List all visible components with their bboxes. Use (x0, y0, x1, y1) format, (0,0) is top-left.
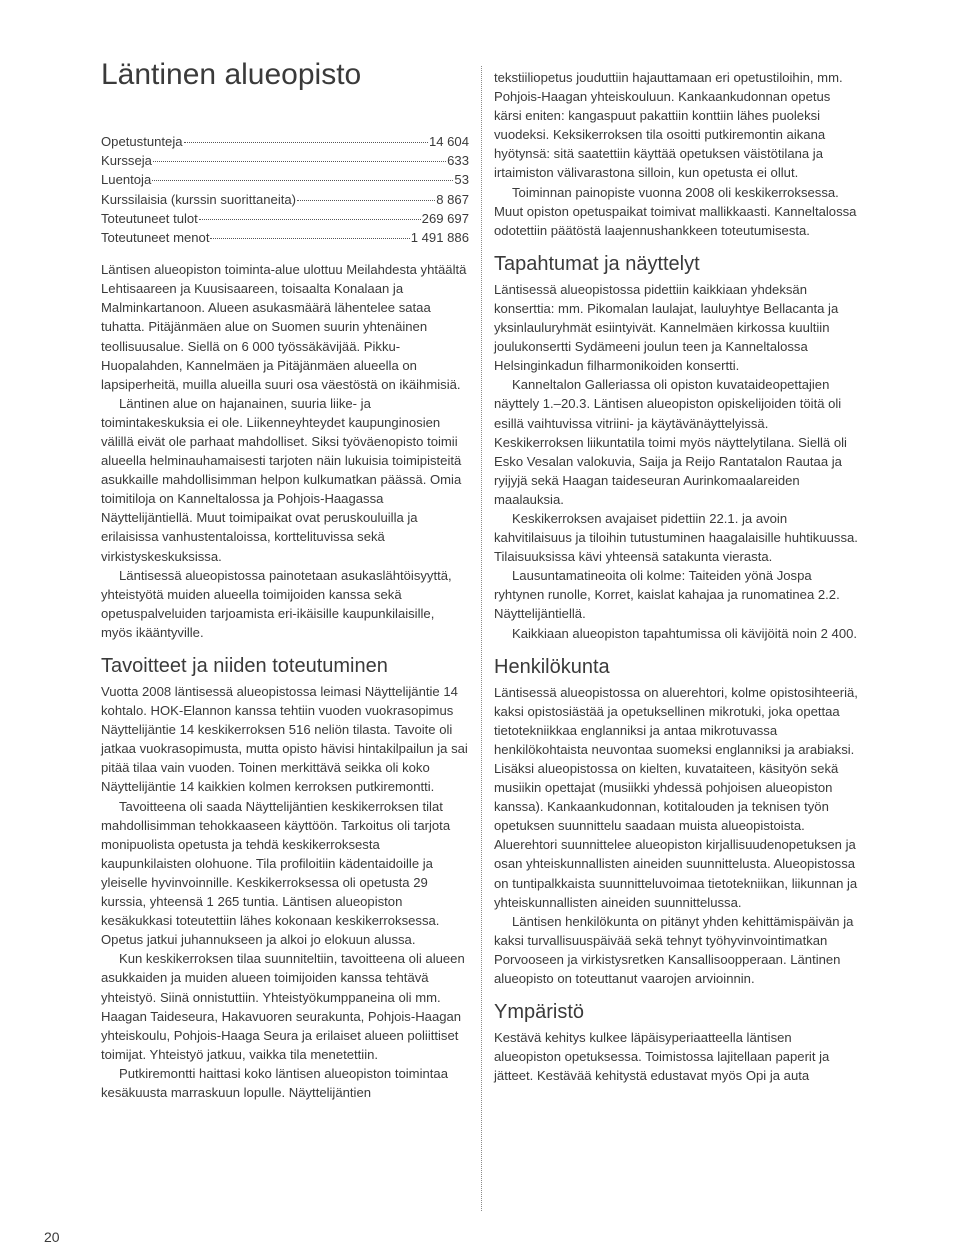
stat-value: 633 (447, 153, 469, 169)
column-divider (481, 66, 482, 1211)
stat-value: 8 867 (436, 191, 469, 207)
page-number: 20 (44, 1229, 60, 1245)
leader-dots (153, 161, 446, 162)
section-heading-environment: Ympäristö (494, 1001, 585, 1024)
body-paragraph: Lausuntamatineoita oli kolme: Taiteiden yönä Jospa ryhtynen runolle, Korret, kaislat kahajaa ja runomatinea 2.2. Näyttelijäntiellä. (494, 568, 840, 622)
body-paragraph: Läntisen henkilökunta on pitänyt yhden kehittämispäivän ja kaksi turvallisuuspäivää sekä tehnyt työhyvinvointimatkan Porvooseen ja virkistysretken Kansallisoopperaan. Läntinen alueopisto on toteuttanut vaarojen arvioinnin. (494, 913, 854, 987)
stat-value: 1 491 886 (410, 229, 469, 245)
statistics-list (101, 132, 469, 247)
body-paragraph: Kestävä kehitys kulkee läpäisyperiaatteella läntisen alueopiston opetuksessa. Toimistossa lajitellaan paperit ja jätteet. Kestävää kehitystä edustavat myös Opi ja auta (494, 1030, 830, 1084)
stat-value: 14 604 (428, 134, 469, 149)
right-column (494, 68, 860, 1085)
body-paragraph: Läntisessä alueopistossa painotetaan asukaslähtöisyyttä, yhteistyötä muiden alueella toimijoiden kanssa sekä opetuspalveluiden tarjoamista eri-ikäisille kaupunkilaisille, myös ikääntyville. (101, 567, 452, 640)
body-paragraph: Läntisen alueopiston toiminta-alue ulottuu Meilahdesta yhtäältä Lehtisaareen ja Kuusisaareen, toisaalta Konalaan ja Malminkartanoon. Alueen asukasmäärä lähentelee sataa tuhatta. Pitäjänmäen alue on Suomen suurin yhtenäinen teollisuusalue. Siellä on 6 000 työssäkävijää. Pikku-Huopalahden, Kannelmäen ja Pitäjänmäen alueella on lapsiperheitä, muilla alueilla suuri osa väestöstä on ikäihmisiä. (101, 262, 467, 392)
leader-dots (152, 180, 453, 181)
stat-label: Kurssilaisia (kurssin suorittaneita) (101, 191, 297, 207)
stat-label: Luentoja (101, 172, 152, 188)
stat-row (101, 228, 469, 247)
left-column (101, 58, 469, 1102)
body-paragraph: Kaikkiaan alueopiston tapahtumissa oli kävijöitä noin 2 400. (512, 625, 858, 641)
body-paragraph: Putkiremontti haittasi koko läntisen alueopiston toimintaa kesäkuusta marraskuun lopulle. Näyttelijäntien (101, 1065, 448, 1100)
body-paragraph: Tavoitteena oli saada Näyttelijäntien keskikerroksen tilat mahdollisimman tehokkaaseen käyttöön. Tarkoitus oli tarjota monipuolista opetusta ja tehdä keskikerroksesta kaupunkilaisten olohuone. Tila profiloitiin kädentaidoille ja yleiselle hyvinvoinnille. Keskikerroksessa oli opetusta 29 kurssia, yhteensä 1 265 tuntia. Läntisen alueopiston kesäkukkasi toteutettiin lähes kokonaan keskikerroksessa. Opetus jatkui juhannukseen ja alkoi jo elokuun alussa. (101, 798, 451, 948)
stat-label: Kursseja (101, 153, 152, 169)
leader-dots (297, 200, 435, 201)
stat-row (101, 209, 469, 228)
leader-dots (210, 238, 409, 239)
stat-label: Toteutuneet menot (101, 229, 210, 245)
stat-row (101, 151, 469, 170)
leader-dots (184, 142, 428, 143)
body-paragraph: Toiminnan painopiste vuonna 2008 oli keskikerroksessa. Muut opiston opetuspaikat toimivat mallikkaasti. Kanneltalossa odotettiin päätöstä laajennushankkeen toteutumisesta. (494, 184, 857, 238)
stat-row (101, 170, 469, 189)
stat-row (101, 190, 469, 209)
stat-value: 53 (454, 172, 469, 188)
body-paragraph: Vuotta 2008 läntisessä alueopistossa leimasi Näyttelijäntie 14 kohtalo. HOK-Elannon kanssa tehtiin vuoden vuokrasopimus Näyttelijäntie 14 keskikerroksen 516 neliön tilasta. Tavoite oli jatkaa vuokrasopimusta, mutta opisto hävisi hintakilpailun ja sai pitää tilaa vain vuoden. Toinen merkittävä seikka oli koko Näyttelijäntie 14 kaikkien kolmen kerroksen putkiremontti. (101, 684, 468, 795)
body-paragraph: Kun keskikerroksen tilaa suunniteltiin, tavoitteena oli alueen asukkaiden ja muiden alueen toimijoiden kanssa tehtävä yhteistyö. Siinä onnistuttiin. Yhteistyökumppaneina oli mm. Haagan Taideseura, Hakavuoren seurakunta, Pohjois-Haagan yhteiskoulu, Pohjois-Haaga Seura ja erilaiset alueen poliittiset toimijat. Yhteistyö jatkuu, vaikka tila menetettiin. (101, 951, 465, 1062)
stat-row (101, 132, 469, 151)
stat-label: Toteutuneet tulot (101, 210, 198, 226)
body-paragraph: Läntisessä alueopistossa on aluerehtori, kolme opistosihteeriä, kaksi opistosiästää ja opetuksellinen mikrotuki, joka opettaa tietotekniikkaa englanniksi ja antaa mikrotuvassa henkilökohtaista neuvontaa suomeksi englanniksi ja arabiaksi. Lisäksi alueopistossa on kielten, kuvataiteen, käsityön sekä musiikin opettajat (musiikki yhdessä pohjoisen alueopiston kanssa). Kankaankudonnan, kotitalouden ja teknisen työn opetuksen suunnittelu saadaan muista alueopistoista. Aluerehtori suunnittelee alueopiston kirjallisuudenopetuksen ja osan yhteiskunnallisten aineiden suunnittelusta. Alueopistossa on tuntipalkkaista suunnitteluvoimaa tietotekniikan, liikunnan ja yhteiskunnallisten aineiden suunnittelussa. (494, 684, 858, 910)
body-paragraph: tekstiiliopetus jouduttiin hajauttamaan eri opetustiloihin, mm. Pohjois-Haagan yhteiskouluun. Kankaankudonnan opetus kärsi eniten: kangaspuut pakattiin konttiin lähes puoleksi vuodeksi. Keksikerroksen tila osoitti putkiremontin aikana hyötynsä: sitä saatettiin käyttää opetuksen väistötilana ja irtaimiston välivarastona silloin, kun opetusta ei ollut. (494, 70, 843, 181)
leader-dots (199, 219, 421, 220)
body-paragraph: Kanneltalon Galleriassa oli opiston kuvataideopettajien näyttely 1.–20.3. Läntisen alueopiston opiskelijoiden töitä oli esillä vaihtuvissa vitriini- ja käytävänäyttelyissä. Keskikerroksen liikuntatila toimi myös näyttelytilana. Siellä oli Esko Vesalan valokuvia, Saija ja Reijo Rantatalon Rautaa ja ryijyjä sekä Haagan taideseuran Aurinkomaalareiden maalauksia. (494, 377, 847, 507)
stat-label: Opetustunteja (101, 134, 183, 149)
stat-value: 269 697 (421, 210, 469, 226)
section-heading-goals: Tavoitteet ja niiden toteutuminen (101, 655, 388, 677)
page-title: Läntinen alueopisto (101, 58, 362, 91)
section-heading-staff: Henkilökunta (494, 655, 610, 678)
body-paragraph: Läntisessä alueopistossa pidettiin kaikkiaan yhdeksän konserttia: mm. Pikomalan laulajat, lauluyhtye Bellacanta ja yksinlauluryhmät esiintyivät. Kannelmäen kirkossa kuultiin joulukonsertti Sydämeeni joulun teen ja Kanneltalossa Helsinginkadun filharmonikoiden konsertti. (494, 281, 839, 374)
body-paragraph: Keskikerroksen avajaiset pidettiin 22.1. ja avoin kahvitilaisuus ja tiloihin tutustuminen haagalaisille huhtikuussa. Tilaisuuksissa kävi yhteensä satakunta vierasta. (494, 510, 858, 565)
section-heading-events: Tapahtumat ja näyttelyt (494, 252, 700, 275)
body-paragraph: Läntinen alue on hajanainen, suuria liike- ja toimintakeskuksia ei ole. Liikenneyhteydet kaupunginosien välillä eivät ole parhaat mahdolliset. Siksi työväenopisto toimii alueella helminauhamaisesti tarjoten näin lukuisia toimipisteitä asukkaille mahdollisimman helpon kulkumatkan päässä. Omia toimitiloja on Kanneltalossa ja Pohjois-Haagassa Näyttelijäntiellä. Muut toimipaikat ovat peruskouluilla ja erilaisissa vanhustentaloissa, korttelituvissa sekä virkistyskeskuksissa. (101, 395, 462, 564)
